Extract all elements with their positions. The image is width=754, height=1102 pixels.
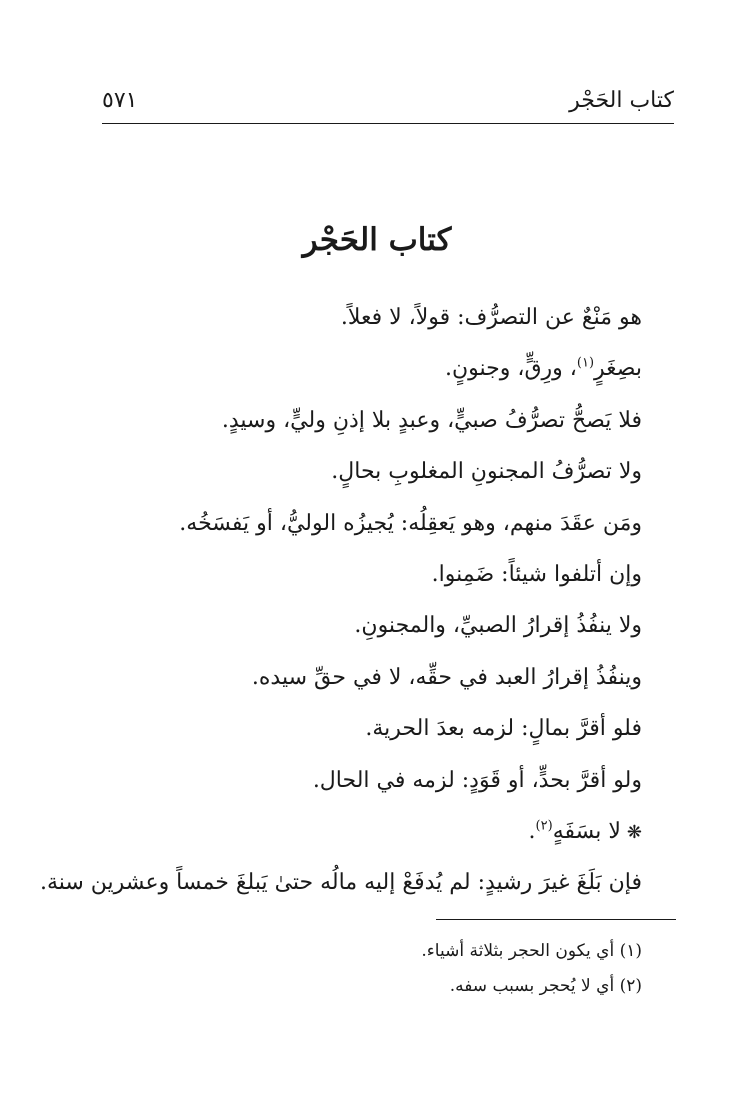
running-title: كتاب الحَجْر (569, 88, 674, 113)
text-line: هو مَنْعٌ عن التصرُّف: قولاً، لا فعلاً. (340, 305, 642, 330)
text-line: وإن أتلفوا شيئاً: ضَمِنوا. (431, 561, 642, 587)
text-line: ولو أقرَّ بحدٍّ، أو قَوَدٍ: لزمه في الحال. (312, 767, 642, 793)
chapter-title: كتاب الحَجْر (302, 222, 452, 258)
text-line: فلا يَصحُّ تصرُّفُ صبيٍّ، وعبدٍ بلا إذنِ وليٍّ، وسيدٍ. (221, 407, 642, 433)
text-line: ولا تصرُّفُ المجنونِ المغلوبِ بحالٍ. (331, 459, 642, 485)
footnote-rule (436, 919, 676, 920)
footnote: (٢) أي لا يُحجر بسبب سفه. (449, 976, 642, 996)
text-line (100, 806, 642, 857)
text-line (100, 343, 642, 394)
header-rule (102, 123, 674, 124)
text-line: ومَن عقَدَ منهم، وهو يَعقِلُه: يُجيزُه الوليُّ، أو يَفسَخُه. (179, 510, 642, 536)
text-segment: . (528, 818, 536, 844)
text-segment: لا بسَفَهٍ (552, 818, 621, 844)
footnote-ref: (٢) (535, 818, 553, 834)
text-segment: ، ورِقٍّ، وجنونٍ. (445, 356, 577, 382)
main-text (39, 292, 642, 909)
footnotes (100, 934, 642, 1004)
text-line: فإن بَلَغَ غيرَ رشيدٍ: لم يُدفَعْ إليه مالُه حتىٰ يَبلغَ خمساً وعشرين سنة. (39, 870, 642, 896)
star-ornament-icon: ❋ (626, 821, 642, 843)
text-line: ولا ينفُذُ إقرارُ الصبيِّ، والمجنونِ. (354, 613, 642, 639)
footnote: (١) أي يكون الحجر بثلاثة أشياء. (421, 941, 642, 961)
running-header (102, 86, 674, 120)
text-segment: بصِغَرٍ (594, 356, 642, 382)
page-number: ٥٧١ (102, 88, 138, 113)
text-line: وينفُذُ إقرارُ العبد في حقِّه، لا في حقِّ سيده. (251, 664, 642, 690)
footnote-ref: (١) (576, 356, 595, 372)
text-line: فلو أقرَّ بمالٍ: لزمه بعدَ الحرية. (365, 716, 642, 742)
